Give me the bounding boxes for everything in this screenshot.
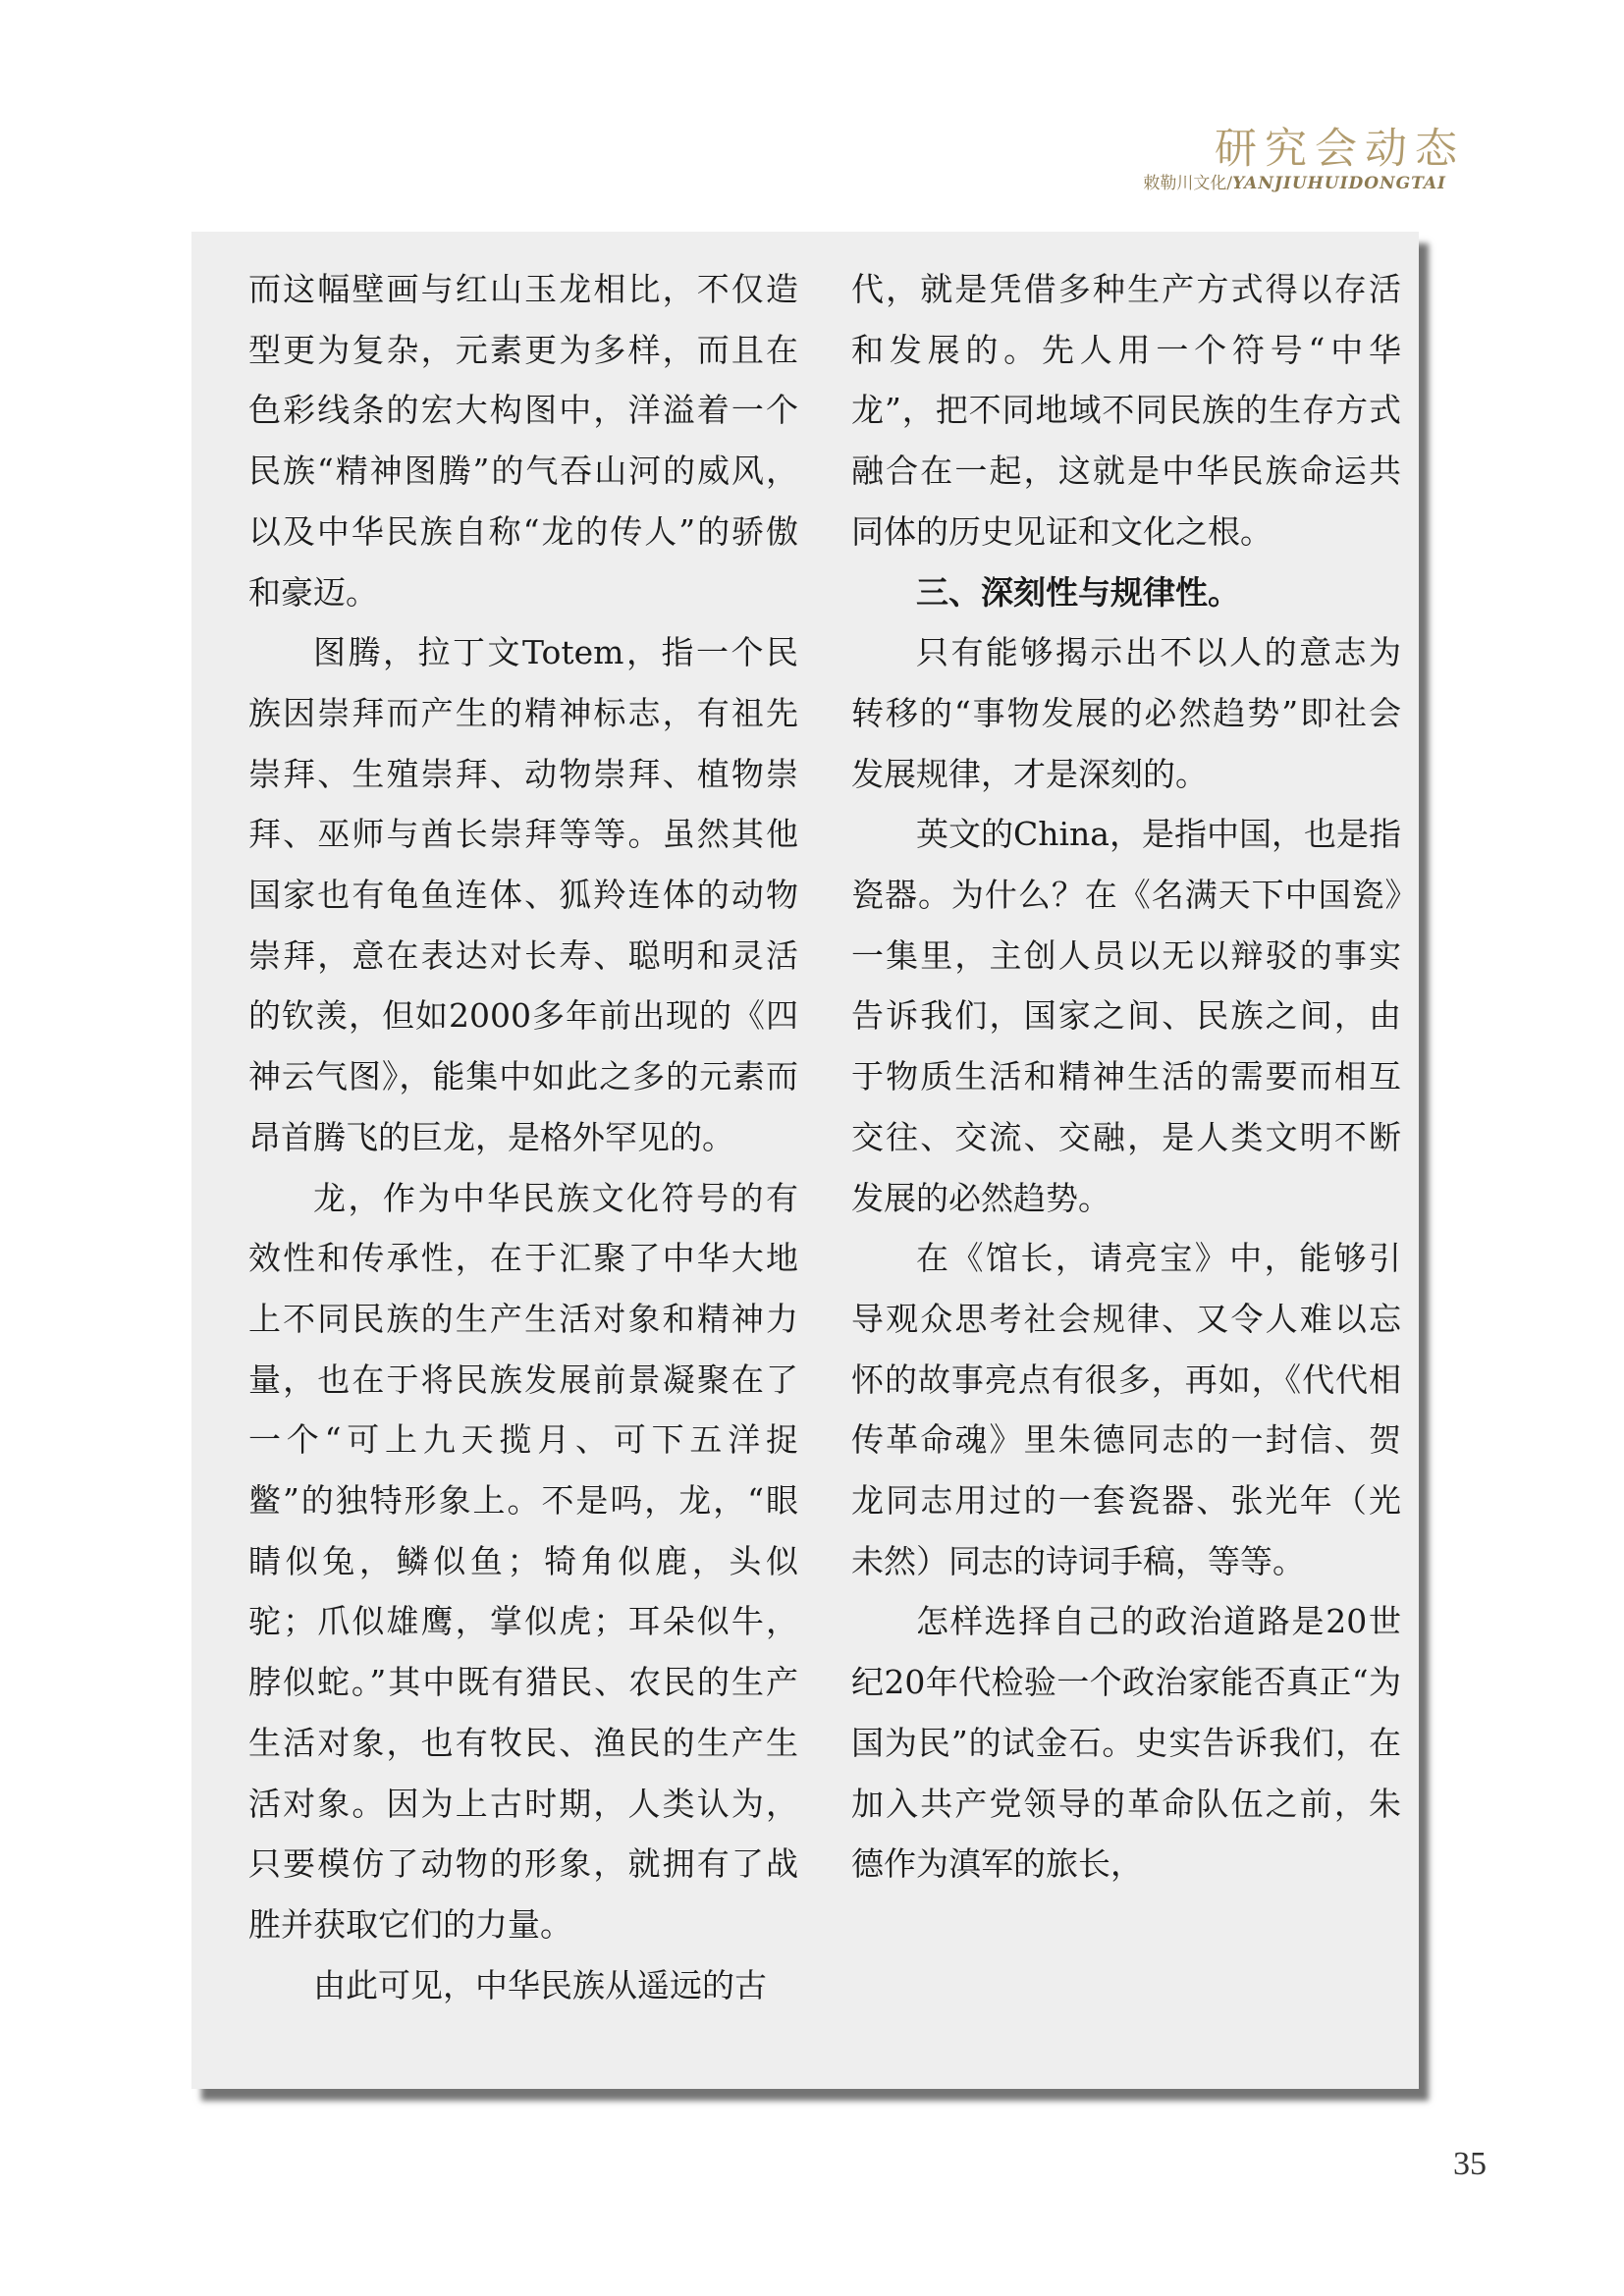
paragraph: 由此可见，中华民族从遥远的古 <box>313 1965 767 2004</box>
subtitle-separator: / <box>1226 174 1233 193</box>
left-column <box>248 259 798 2015</box>
section-subtitle <box>1143 169 1446 193</box>
subtitle-en: YANJIUHUIDONGTAI <box>1232 174 1446 193</box>
right-column <box>851 259 1401 1895</box>
section-heading: 三、深刻性与规律性。 <box>916 572 1240 612</box>
paragraph: 只有能够揭示出不以人的意志为转移的“事物发展的必然趋势”即社会发展规律，才是深刻的。 <box>851 633 1401 793</box>
subtitle-cn: 敕勒川文化 <box>1143 174 1227 193</box>
paragraph: 怎样选择自己的政治道路是20世纪20年代检验一个政治家能否真正“为国为民”的试金石。史实告诉我们，在加入共产党领导的革命队伍之前，朱德作为滇军的旅长， <box>851 1602 1401 1884</box>
section-title: 研究会动态 <box>1215 125 1465 174</box>
paragraph: 龙，作为中华民族文化符号的有效性和传承性，在于汇聚了中华大地上不同民族的生产生活对象和精神力量，也在于将民族发展前景凝聚在了一个“可上九天揽月、可下五洋捉鳖”的独特形象上。不是吗，龙，“眼睛似兔，鳞似鱼；犄角似鹿，头似驼；爪似雄鹰，掌似虎；耳朵似牛，脖似蛇。”其中既有猎民、农民的生产生活对象，也有牧民、渔民的生产生活对象。因为上古时期，人类认为，只要模仿了动物的形象，就拥有了战胜并获取它们的力量。 <box>248 1178 798 1944</box>
paragraph: 在《馆长，请亮宝》中，能够引导观众思考社会规律、又令人难以忘怀的故事亮点有很多，再如，《代代相传革命魂》里朱德同志的一封信、贺龙同志用过的一套瓷器、张光年（光未然）同志的诗词手稿，等等。 <box>851 1239 1401 1580</box>
paragraph: 而这幅壁画与红山玉龙相比，不仅造型更为复杂，元素更为多样，而且在色彩线条的宏大构图中，洋溢着一个民族“精神图腾”的气吞山河的威风，以及中华民族自称“龙的传人”的骄傲和豪迈。 <box>248 270 798 612</box>
paragraph: 英文的China，是指中国，也是指瓷器。为什么？在《名满天下中国瓷》一集里，主创人员以无以辩驳的事实告诉我们，国家之间、民族之间，由于物质生活和精神生活的需要而相互交往、交流、交融，是人类文明不断发展的必然趋势。 <box>851 815 1401 1217</box>
paragraph: 代，就是凭借多种生产方式得以存活和发展的。先人用一个符号“中华龙”，把不同地域不同民族的生存方式融合在一起，这就是中华民族命运共同体的历史见证和文化之根。 <box>851 270 1401 551</box>
paragraph: 图腾，拉丁文Totem，指一个民族因崇拜而产生的精神标志，有祖先崇拜、生殖崇拜、动物崇拜、植物崇拜、巫师与酋长崇拜等等。虽然其他国家也有龟鱼连体、狐羚连体的动物崇拜，意在表达对长寿、聪明和灵活的钦羡，但如2000多年前出现的《四神云气图》，能集中如此之多的元素而昂首腾飞的巨龙，是格外罕见的。 <box>248 633 798 1156</box>
page-number: 35 <box>1453 2146 1487 2182</box>
